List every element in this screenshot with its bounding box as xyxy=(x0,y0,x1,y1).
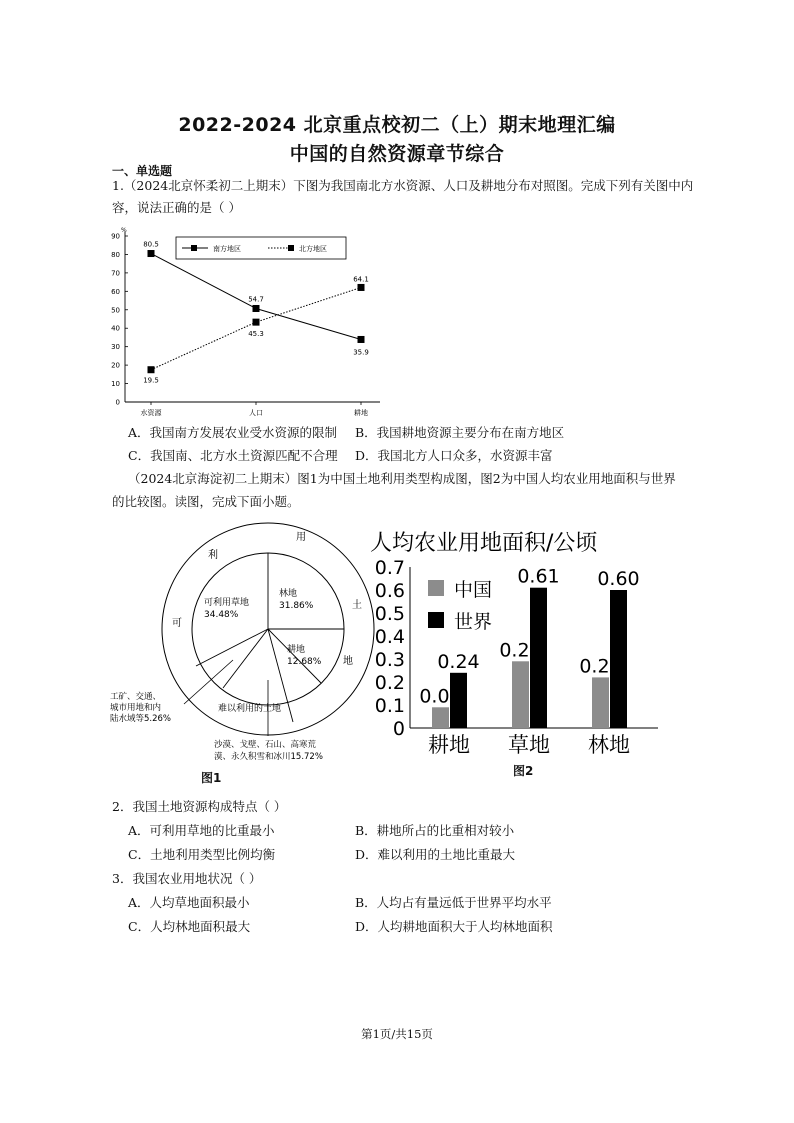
y-tick-label: 50 xyxy=(111,306,120,315)
q1-stem-line2: 容，说法正确的是（ ） xyxy=(112,200,241,215)
bar-value-label: 0.22 xyxy=(579,655,622,678)
y-tick-label: 30 xyxy=(111,343,120,352)
q2-option-c[interactable]: C．土地利用类型比例均衡 xyxy=(128,847,276,862)
q1-option-a[interactable]: A．我国南方发展农业受水资源的限制 xyxy=(128,425,338,440)
x-tick-label: 耕地 xyxy=(428,733,470,757)
x-tick-label: 人口 xyxy=(249,409,263,417)
figure2-label: 图2 xyxy=(513,764,534,778)
legend-china-label: 中国 xyxy=(454,579,493,601)
north-value-label: 64.1 xyxy=(353,275,369,284)
legend-china-swatch xyxy=(428,580,444,596)
chart-legend xyxy=(428,579,492,633)
desert-line1: 沙漠、戈壁、石山、高寒荒 xyxy=(214,740,317,750)
leader-urban xyxy=(184,660,233,704)
bar-chart xyxy=(366,522,666,767)
q2-stem: 2．我国土地资源构成特点（ ） xyxy=(112,799,287,814)
section-heading: 一、单选题 xyxy=(112,164,173,178)
x-tick-label: 水资源 xyxy=(140,409,162,417)
y-tick-label: 0.1 xyxy=(374,695,405,717)
legend-south-label: 南方地区 xyxy=(213,245,241,253)
bar-value-label: 0.24 xyxy=(437,650,480,673)
page-subtitle: 中国的自然资源章节综合 xyxy=(289,143,505,165)
china-bar xyxy=(592,677,609,728)
legend-north-marker xyxy=(288,245,294,251)
q3-option-d[interactable]: D．人均耕地面积大于人均林地面积 xyxy=(355,919,553,934)
legend-world-swatch xyxy=(428,612,444,628)
q1-option-d[interactable]: D．我国北方人口众多，水资源丰富 xyxy=(355,448,553,463)
x-tick-label: 林地 xyxy=(588,733,630,757)
bar-value-label: 0.29 xyxy=(499,639,542,662)
ring-char-li: 利 xyxy=(208,550,218,561)
farm-name: 耕地 xyxy=(287,645,306,655)
y-tick-label: 10 xyxy=(111,380,120,389)
x-tick-label: 草地 xyxy=(508,733,550,757)
divider-lower-right xyxy=(268,629,321,683)
q3-option-b[interactable]: B．人均占有量远低于世界平均水平 xyxy=(355,895,552,910)
north-value-label: 19.5 xyxy=(143,376,159,385)
y-tick-label: 40 xyxy=(111,324,120,333)
x-tick-label: 耕地 xyxy=(354,409,368,417)
china-bar xyxy=(432,707,449,728)
y-tick-label: 90 xyxy=(111,232,120,241)
q3-option-a[interactable]: A．人均草地面积最小 xyxy=(128,895,250,910)
hard-label: 难以利用的土地 xyxy=(218,704,282,714)
north-value-label: 45.3 xyxy=(248,330,264,339)
land-use-diagram xyxy=(106,518,376,783)
ring-char-di: 地 xyxy=(343,656,353,667)
south-value-label: 54.7 xyxy=(248,295,264,304)
y-tick-label: 0.4 xyxy=(374,626,405,648)
q3-stem: 3．我国农业用地状况（ ） xyxy=(112,871,262,886)
south-point xyxy=(358,336,365,343)
bar-chart-title: 人均农业用地面积/公顷 xyxy=(370,531,598,556)
legend-south-marker xyxy=(191,245,197,251)
north-point xyxy=(358,284,365,291)
q1-option-c[interactable]: C．我国南、北方水土资源匹配不合理 xyxy=(128,448,338,463)
grass-name: 可利用草地 xyxy=(204,598,250,608)
line-chart xyxy=(100,222,400,422)
y-tick-label: 0.3 xyxy=(374,649,405,671)
forest-name: 林地 xyxy=(279,589,298,599)
y-unit: % xyxy=(121,227,127,234)
q2-option-b[interactable]: B．耕地所占的比重相对较小 xyxy=(355,823,515,838)
legend-world-label: 世界 xyxy=(454,611,493,633)
farm-pct: 12.68% xyxy=(287,657,322,667)
urban-line3: 陆水域等5.26% xyxy=(110,714,172,724)
y-tick-label: 0 xyxy=(115,398,120,407)
grass-pct: 34.48% xyxy=(204,610,239,620)
page-title: 2022-2024 北京重点校初二（上）期末地理汇编 xyxy=(178,114,616,136)
ring-char-ke: 可 xyxy=(172,618,182,629)
ring-char-tu: 土 xyxy=(352,600,362,611)
y-tick-label: 20 xyxy=(111,361,120,370)
north-point xyxy=(253,319,260,326)
intro-line1: （2024北京海淀初二上期末）图1为中国土地利用类型构成图，图2为中国人均农业用地面积与世界 xyxy=(128,471,676,486)
y-tick-label: 80 xyxy=(111,250,120,259)
y-tick-label: 0.2 xyxy=(374,672,405,694)
desert-line2: 漠、永久积雪和冰川15.72% xyxy=(214,752,323,762)
y-tick-label: 0.5 xyxy=(374,603,405,625)
figure1-label: 图1 xyxy=(201,771,222,785)
bar-value-label: 0.09 xyxy=(419,685,462,708)
y-tick-label: 60 xyxy=(111,287,120,296)
divider-lower-left xyxy=(223,629,268,688)
q2-option-a[interactable]: A．可利用草地的比重最小 xyxy=(128,823,275,838)
south-point xyxy=(253,305,260,312)
ring-char-yong: 用 xyxy=(296,532,306,543)
y-tick-label: 0.7 xyxy=(374,557,405,579)
q1-option-b[interactable]: B．我国耕地资源主要分布在南方地区 xyxy=(355,425,565,440)
data-labels xyxy=(143,241,369,385)
q1-stem-line1: 1.（2024北京怀柔初二上期末）下图为我国南北方水资源、人口及耕地分布对照图。完成下列有关图中内 xyxy=(112,178,694,193)
south-value-label: 35.9 xyxy=(353,348,369,357)
south-value-label: 80.5 xyxy=(143,240,159,249)
bar-value-label: 0.61 xyxy=(517,565,560,588)
bar-value-label: 0.60 xyxy=(597,568,640,590)
china-bar xyxy=(512,661,529,728)
north-point xyxy=(148,366,155,373)
q3-option-c[interactable]: C．人均林地面积最大 xyxy=(128,919,251,934)
page-footer: 第1页/共15页 xyxy=(361,1027,433,1041)
urban-line2: 城市用地和内 xyxy=(110,703,162,713)
intro-line2: 的比较图。读图，完成下面小题。 xyxy=(112,494,300,509)
south-point xyxy=(148,250,155,257)
legend-north-label: 北方地区 xyxy=(299,245,327,253)
chart-legend xyxy=(176,237,346,259)
y-tick-label: 70 xyxy=(111,269,120,278)
urban-line1: 工矿、交通、 xyxy=(110,692,162,702)
y-tick-label: 0.6 xyxy=(374,580,405,602)
q2-option-d[interactable]: D．难以利用的土地比重最大 xyxy=(355,847,516,862)
y-tick-label: 0 xyxy=(392,718,405,740)
chart-series xyxy=(148,250,365,373)
forest-pct: 31.86% xyxy=(279,601,314,611)
